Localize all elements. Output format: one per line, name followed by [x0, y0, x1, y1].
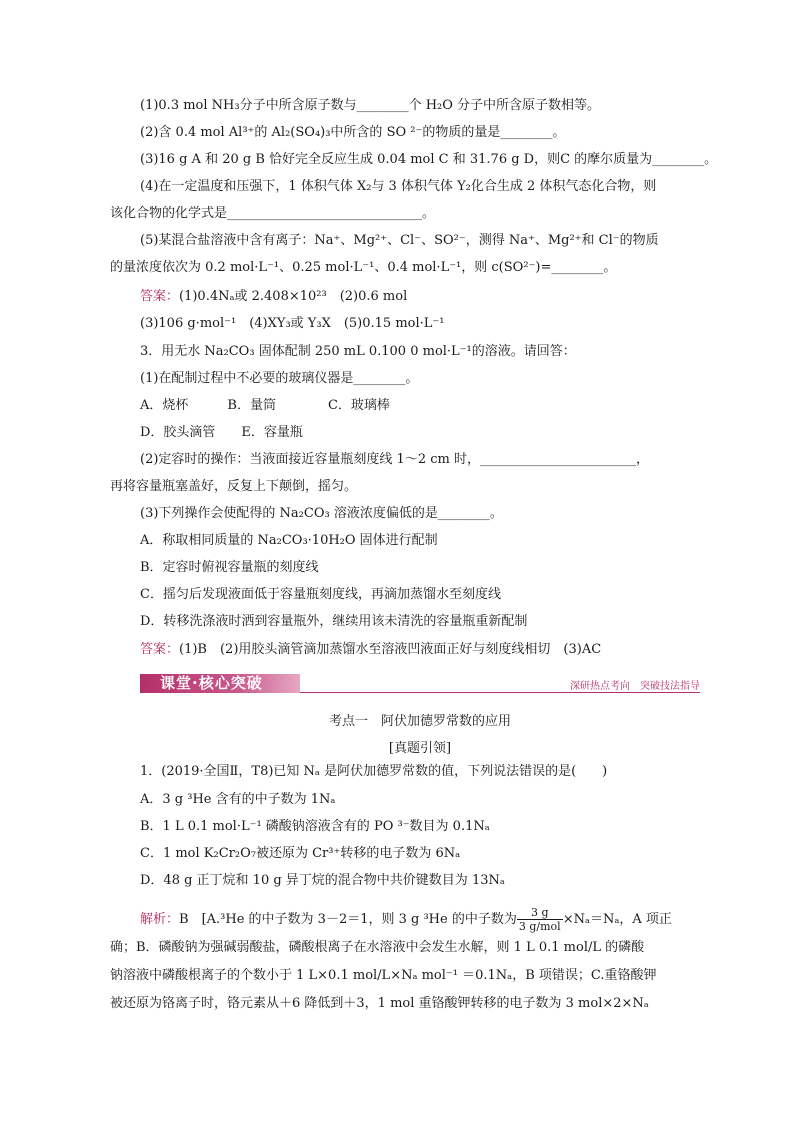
problem-1-option-c: C．1 mol K₂Cr₂O₇被还原为 Cr³⁺转移的电子数为 6Nₐ	[140, 846, 461, 861]
question-line-3: (3)16 g A 和 20 g B 恰好完全反应生成 0.04 mol C 和 31.76 g D，则C 的摩尔质量为________。	[140, 152, 718, 167]
answer-label-2: 答案：	[140, 642, 180, 657]
answer-text-2: (1)B (2)用胶头滴管滴加蒸馏水至溶液凹液面正好与刻度线相切 (3)AC	[179, 642, 602, 657]
analysis-line-3: 钠溶液中磷酸根离子的个数小于 1 L×0.1 mol/L×Nₐ mol⁻¹ ＝0.1Nₐ，B 项错误；C.重铬酸钾	[110, 968, 657, 983]
question-3-part-1: (1)在配制过程中不必要的玻璃仪器是________。	[140, 371, 419, 386]
question-line-1: (1)0.3 mol NH₃分子中所含原子数与________个 H₂O 分子中所含原子数相等。	[140, 98, 601, 113]
question-3-option-d: D．转移洗涤液时洒到容量瓶外，继续用该未清洗的容量瓶重新配制	[140, 614, 528, 629]
problem-1-option-b: B．1 L 0.1 mol·L⁻¹ 磷酸钠溶液含有的 PO ³⁻数目为 0.1Nₐ	[140, 819, 490, 834]
question-3-option-c: C．摇匀后发现液面低于容量瓶刻度线，再滴加蒸馏水至刻度线	[140, 587, 501, 602]
section-title: 课堂·核心突破	[160, 674, 263, 692]
question-line-5: 该化合物的化学式是______________________________。	[110, 206, 436, 221]
problem-1-option-a: A．3 g ³He 含有的中子数为 1Nₐ	[140, 792, 336, 807]
analysis-line-4: 被还原为铬离子时，铬元素从＋6 降低到＋3，1 mol 重铬酸钾转移的电子数为 3 mol×2×Nₐ	[110, 996, 649, 1011]
question-3-option-b: B．定容时俯视容量瓶的刻度线	[140, 560, 319, 575]
question-3-part-1-options-de: D．胶头滴管 E．容量瓶	[140, 425, 303, 440]
section-rule	[300, 692, 700, 693]
answer-text: (1)0.4Nₐ或 2.408×10²³ (2)0.6 mol	[179, 289, 408, 304]
analysis-text-post: ×Nₐ＝Nₐ，A 项正	[562, 912, 672, 927]
topic-heading: 考点一 阿伏加德罗常数的应用	[328, 714, 511, 729]
question-line-7: 的量浓度依次为 0.2 mol·L⁻¹、0.25 mol·L⁻¹、0.4 mol·L⁻¹，则 c(SO²⁻)=________。	[110, 260, 617, 275]
analysis-line-1	[140, 906, 700, 933]
answer-line-2: (3)106 g·mol⁻¹ (4)XY₃或 Y₃X (5)0.15 mol·L⁻¹	[140, 316, 445, 331]
section-banner	[140, 671, 700, 695]
answer-line-1	[140, 289, 700, 305]
problem-1-option-d: D．48 g 正丁烷和 10 g 异丁烷的混合物中共价键数目为 13Nₐ	[140, 873, 505, 888]
question-line-4: (4)在一定温度和压强下，1 体积气体 X₂与 3 体积气体 Y₂化合生成 2 体积气态化合物，则	[140, 179, 657, 194]
question-line-2: (2)含 0.4 mol Al³⁺的 Al₂(SO₄)₃中所含的 SO ²⁻的物质的量是________。	[140, 125, 566, 140]
fraction-denominator: 3 g/mol	[518, 920, 561, 933]
question-3-part-1-options-abc: A．烧杯 B．量筒 C．玻璃棒	[140, 398, 390, 413]
question-line-6: (5)某混合盐溶液中含有离子：Na⁺、Mg²⁺、Cl⁻、SO²⁻，测得 Na⁺、Mg²⁺和 Cl⁻的物质	[140, 233, 659, 248]
problem-1-stem: 1．(2019·全国Ⅱ，T8)已知 Nₐ 是阿伏加德罗常数的值，下列说法错误的是( )	[140, 764, 608, 779]
subtopic-heading: [真题引领]	[388, 741, 452, 756]
question-3-part-2: (2)定容时的操作：当液面接近容量瓶刻度线 1～2 cm 时，________________________，	[140, 452, 649, 467]
analysis-fraction	[517, 906, 563, 933]
question-3-stem: 3．用无水 Na₂CO₃ 固体配制 250 mL 0.100 0 mol·L⁻¹的溶液。请回答：	[140, 344, 576, 359]
question-3-part-2-cont: 再将容量瓶塞盖好，反复上下颠倒，摇匀。	[110, 479, 358, 494]
analysis-text-pre: B [A.³He 的中子数为 3－2＝1，则 3 g ³He 的中子数为	[179, 912, 517, 927]
fraction-numerator: 3 g	[517, 906, 563, 920]
answer-label: 答案：	[140, 289, 180, 304]
question-3-option-a: A．称取相同质量的 Na₂CO₃·10H₂O 固体进行配制	[140, 533, 438, 548]
answer-line-3	[140, 642, 700, 658]
question-3-part-3: (3)下列操作会使配得的 Na₂CO₃ 溶液浓度偏低的是________。	[140, 506, 503, 521]
analysis-label: 解析：	[140, 912, 180, 927]
section-subtitle: 深研热点考向 突破技法指导	[570, 681, 700, 692]
analysis-line-2: 确；B．磷酸钠为强碱弱酸盐，磷酸根离子在水溶液中会发生水解，则 1 L 0.1 mol/L 的磷酸	[110, 940, 645, 955]
